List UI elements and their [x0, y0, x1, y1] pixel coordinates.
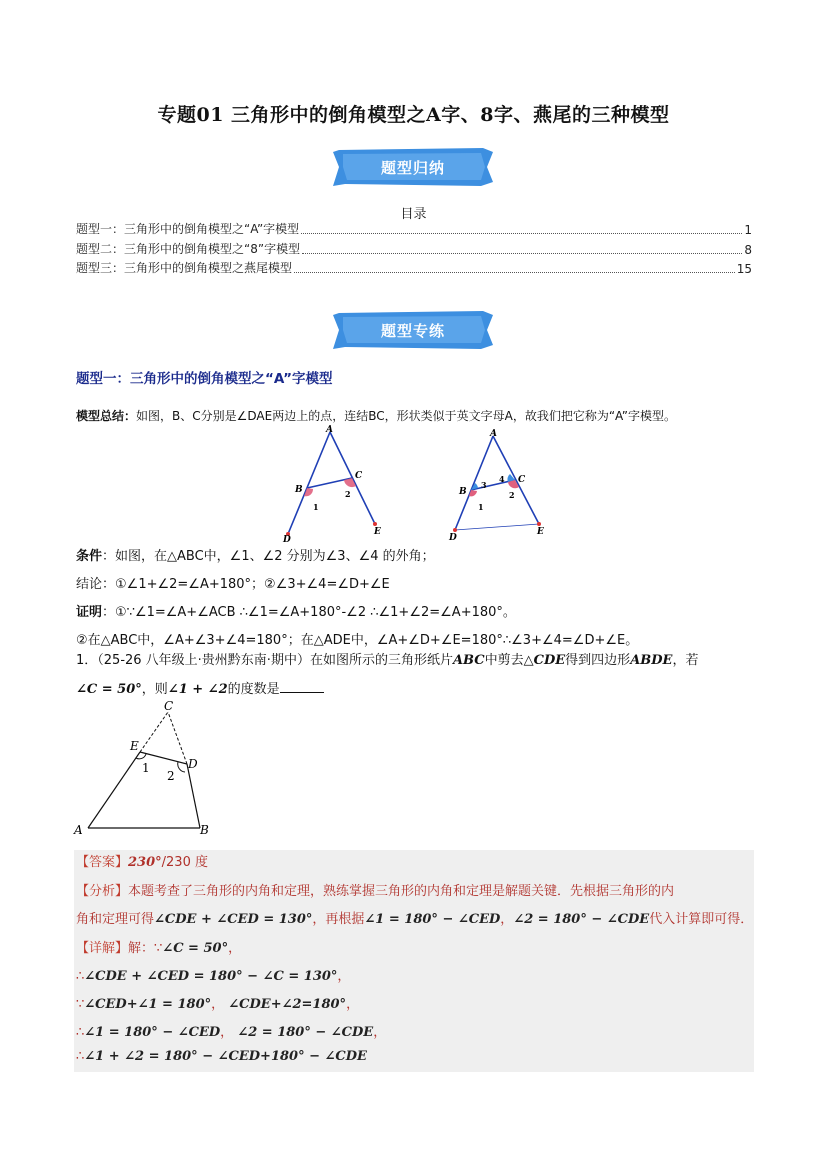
- toc-item-label: 题型一：三角形中的倒角模型之“A”字模型: [76, 222, 300, 236]
- detail-text: ，: [228, 941, 242, 956]
- p1-angle-1: 1: [142, 761, 150, 775]
- fig1-label-a: A: [326, 425, 333, 435]
- problem-1-line-1: [76, 649, 698, 668]
- step-math: ∠CED+∠1 = 180°: [84, 997, 212, 1012]
- problem-1-text: 的度数是: [227, 682, 280, 697]
- problem-1-text: ，则: [141, 682, 168, 697]
- step-math: ∠1 + ∠2 = 180° − ∠CED+180° − ∠CDE: [84, 1049, 367, 1064]
- summary-banner-label: 题型归纳: [380, 159, 445, 177]
- step-end: ，: [346, 997, 360, 1012]
- fig1-label-d: D: [283, 535, 291, 542]
- toc-item-page: 15: [736, 262, 752, 276]
- problem-1-abc: ABC: [452, 653, 485, 668]
- answer-value: 230°: [128, 855, 162, 870]
- conclusion-line: [76, 573, 390, 592]
- fig1-angle-1: 1: [313, 502, 319, 512]
- fig2-label-c: C: [518, 475, 526, 485]
- problem-1-text: ，若: [672, 653, 699, 668]
- detail-step: [76, 965, 350, 984]
- detail-step: [76, 1049, 367, 1064]
- toc-item-page: 8: [744, 243, 752, 257]
- step-end: ，: [211, 997, 225, 1012]
- toc-item[interactable]: [76, 241, 752, 257]
- fig2-angle-4: 4: [499, 474, 505, 484]
- step-math: ∠1 = 180° − ∠CED: [84, 1025, 221, 1040]
- fig2-label-b: B: [459, 487, 467, 497]
- condition-line: [76, 545, 435, 564]
- analysis-line-2: [76, 908, 753, 927]
- problem-1-cde: △CDE: [523, 653, 566, 668]
- detail-text: 解：∵: [128, 941, 163, 956]
- analysis-text: 代入计算即可得．: [649, 912, 754, 927]
- step-math: ∠CDE + ∠CED = 180° − ∠C = 130°: [84, 969, 338, 984]
- toc-item-page: 1: [744, 223, 752, 237]
- fig1-label-b: B: [295, 485, 303, 495]
- summary-banner: [333, 148, 493, 186]
- toc-heading: 目录: [400, 207, 427, 222]
- toc-leader: [294, 272, 735, 273]
- fig2-angle-1: 1: [478, 502, 484, 512]
- toc-item[interactable]: [76, 260, 752, 276]
- fig1-label-e: E: [374, 527, 381, 537]
- section-heading: 题型一：三角形中的倒角模型之“A”字模型: [76, 371, 333, 387]
- analysis-text: ，: [500, 912, 514, 927]
- proof-line-2: ②在△ABC中，∠A+∠3+∠4=180°；在△ADE中，∠A+∠D+∠E=180°∴∠3+∠4=∠D+∠E。: [76, 633, 639, 648]
- analysis-line-1: [76, 880, 674, 899]
- practice-banner-label: 题型专练: [380, 322, 445, 340]
- analysis-math: ∠1 = 180° − ∠CED: [364, 912, 501, 927]
- toc-leader: [301, 233, 742, 234]
- analysis-math: ∠CDE + ∠CED = 130°: [154, 912, 313, 927]
- step-end: ，: [373, 1025, 387, 1040]
- problem-1-text: 得到四边形: [565, 653, 631, 668]
- p1-label-d: D: [188, 757, 198, 771]
- analysis-label: 【分析】: [76, 884, 129, 899]
- answer-alt: /230 度: [161, 855, 208, 870]
- fig1-angle-2: 2: [345, 489, 351, 499]
- condition-text: ：如图，在△ABC中，∠1、∠2 分别为∠3、∠4 的外角；: [102, 549, 435, 564]
- answer-label: 【答案】: [76, 855, 129, 870]
- step-math: ∠2 = 180° − ∠CDE: [237, 1025, 374, 1040]
- a-model-figure-2: [445, 422, 555, 542]
- step-prefix: ∴: [76, 1049, 85, 1064]
- conclusion-text: ：①∠1+∠2=∠A+180°；②∠3+∠4=∠D+∠E: [102, 577, 390, 592]
- p1-label-a: A: [74, 823, 83, 837]
- detail-label: 【详解】: [76, 941, 129, 956]
- problem-1-math: ∠1 + ∠2: [167, 682, 228, 697]
- proof-text: ：①∵∠1=∠A+∠ACB ∴∠1=∠A+180°-∠2 ∴∠1+∠2=∠A+180°。: [102, 605, 516, 620]
- toc-leader: [302, 253, 742, 254]
- detail-math: ∠C = 50°: [162, 941, 229, 956]
- step-end: ，: [220, 1025, 234, 1040]
- a-model-figure: [278, 422, 388, 542]
- step-prefix: ∵: [76, 997, 85, 1012]
- p1-label-c: C: [164, 700, 174, 713]
- problem-1-text: 中剪去: [484, 653, 524, 668]
- analysis-text: ，再根据: [312, 912, 365, 927]
- p1-label-e: E: [130, 739, 139, 753]
- problem-1-math: ∠C = 50°: [76, 682, 142, 697]
- p1-angle-2: 2: [167, 769, 175, 783]
- analysis-text: 角和定理可得: [76, 912, 155, 927]
- page-title: 专题01 三角形中的倒角模型之A字、8字、燕尾的三种模型: [157, 104, 670, 126]
- problem-1-text: 1．（25-26 八年级上·贵州黔东南·期中）在如图所示的三角形纸片: [76, 653, 453, 668]
- fig2-label-e: E: [537, 527, 544, 537]
- fig1-label-c: C: [355, 471, 363, 481]
- detail-step: [76, 993, 359, 1012]
- toc-item[interactable]: [76, 221, 752, 237]
- answer-line: [76, 851, 208, 870]
- fig2-label-d: D: [449, 533, 457, 542]
- toc-item-label: 题型二：三角形中的倒角模型之“8”字模型: [76, 242, 301, 256]
- step-math: ∠CDE+∠2=180°: [228, 997, 347, 1012]
- analysis-math: ∠2 = 180° − ∠CDE: [513, 912, 650, 927]
- problem-1-line-2: [76, 678, 324, 697]
- practice-banner: [333, 311, 493, 349]
- problem-1-abde: ABDE: [630, 653, 673, 668]
- detail-line: [76, 937, 241, 956]
- fig2-angle-3: 3: [481, 480, 487, 490]
- fig2-angle-2: 2: [509, 490, 515, 500]
- condition-label: 条件: [76, 549, 103, 564]
- step-end: ，: [337, 969, 351, 984]
- model-summary-text: 如图，B、C分别是∠DAE两边上的点，连结BC，形状类似于英文字母A，故我们把它称为“A”字模型。: [136, 409, 676, 423]
- fig2-label-a: A: [490, 429, 497, 439]
- p1-label-b: B: [200, 823, 209, 837]
- analysis-text: 本题考查了三角形的内角和定理，熟练掌握三角形的内角和定理是解题关键．先根据三角形的内: [128, 884, 675, 899]
- conclusion-label: 结论: [76, 577, 103, 592]
- answer-blank[interactable]: [280, 680, 324, 693]
- problem-1-figure: [70, 700, 220, 840]
- step-prefix: ∴: [76, 969, 85, 984]
- detail-step: [76, 1021, 386, 1040]
- proof-label: 证明: [76, 605, 103, 620]
- model-summary-label: 模型总结：: [76, 409, 137, 423]
- proof-line: [76, 601, 516, 620]
- step-prefix: ∴: [76, 1025, 85, 1040]
- toc-item-label: 题型三：三角形中的倒角模型之燕尾模型: [76, 261, 293, 275]
